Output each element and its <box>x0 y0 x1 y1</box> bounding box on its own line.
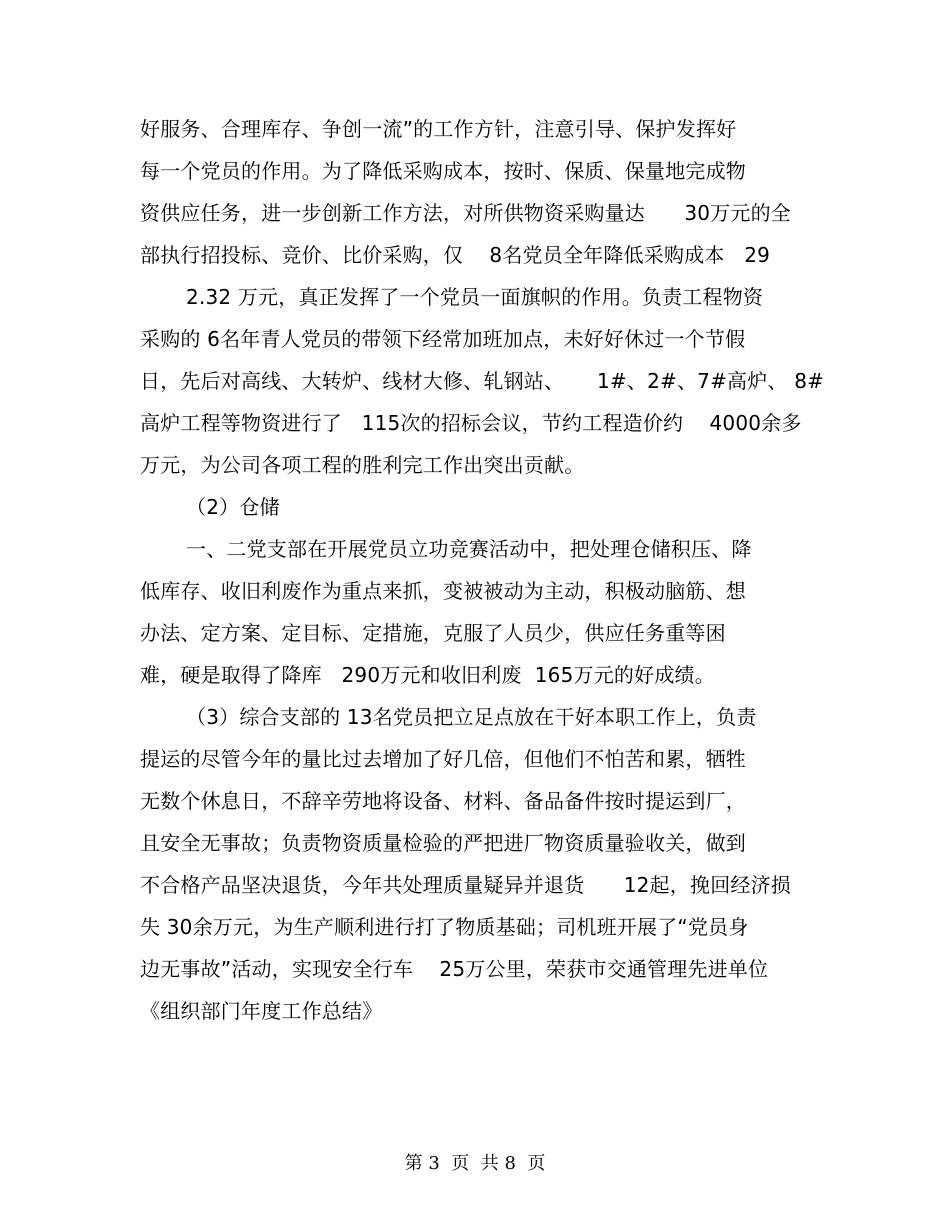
body-line-17: 无数个休息日，不辞辛劳地将设备、材料、备品备件按时提运到厂， <box>140 789 746 813</box>
body-line-5: 2.32 万元，真正发挥了一个党员一面旗帜的作用。负责工程物资 <box>186 285 764 309</box>
body-line-7: 日，先后对高线、大转炉、线材大修、轧钢站、 1#、2#、7#高炉、 8# <box>140 369 825 393</box>
body-line-15: （3）综合支部的 13名党员把立足点放在干好本职工作上，负责 <box>186 705 757 729</box>
body-line-6: 采购的 6名年青人党员的带领下经常加班加点，未好好休过一个节假 <box>140 327 746 351</box>
body-line-1: 好服务、合理库存、争创一流”的工作方针，注意引导、保护发挥好 <box>140 117 737 141</box>
body-line-13: 办法、定方案、定目标、定措施，克服了人员少，供应任务重等困 <box>140 621 726 645</box>
section-heading-storage: （2）仓储 <box>186 495 280 519</box>
document-title-reference: 《组织部门年度工作总结》 <box>140 999 383 1023</box>
body-line-3: 资供应任务，进一步创新工作方法，对所供物资采购量达 30万元的全 <box>140 201 791 225</box>
body-line-19: 不合格产品坚决退货，今年共处理质量疑异并退货 12起，挽回经济损 <box>140 873 791 897</box>
page-number-footer: 第 3 页 共 8 页 <box>404 1153 546 1174</box>
body-line-16: 提运的尽管今年的量比过去增加了好几倍，但他们不怕苦和累，牺牲 <box>140 747 746 771</box>
body-line-20: 失 30余万元，为生产顺利进行打了物质基础；司机班开展了“党员身 <box>140 915 749 939</box>
body-line-9: 万元，为公司各项工程的胜利完工作出突出贡献。 <box>140 453 585 477</box>
body-line-11: 一、二党支部在开展党员立功竞赛活动中，把处理仓储积压、降 <box>186 537 752 561</box>
body-line-2: 每一个党员的作用。为了降低采购成本，按时、保质、保量地完成物 <box>140 159 746 183</box>
body-line-4: 部执行招投标、竞价、比价采购，仅 8名党员全年降低采购成本 29 <box>140 243 771 267</box>
body-line-8: 高炉工程等物资进行了 115次的招标会议，节约工程造价约 4000余多 <box>140 411 802 435</box>
body-line-18: 且安全无事故；负责物资质量检验的严把进厂物资质量验收关，做到 <box>140 831 746 855</box>
body-line-14: 难，硬是取得了降库 290万元和收旧利废 165万元的好成绩。 <box>140 663 715 687</box>
body-line-12: 低库存、收旧利废作为重点来抓，变被被动为主动，积极动脑筋、想 <box>140 579 746 603</box>
body-line-21: 边无事故”活动，实现安全行车 25万公里，荣获市交通管理先进单位 <box>140 957 769 981</box>
